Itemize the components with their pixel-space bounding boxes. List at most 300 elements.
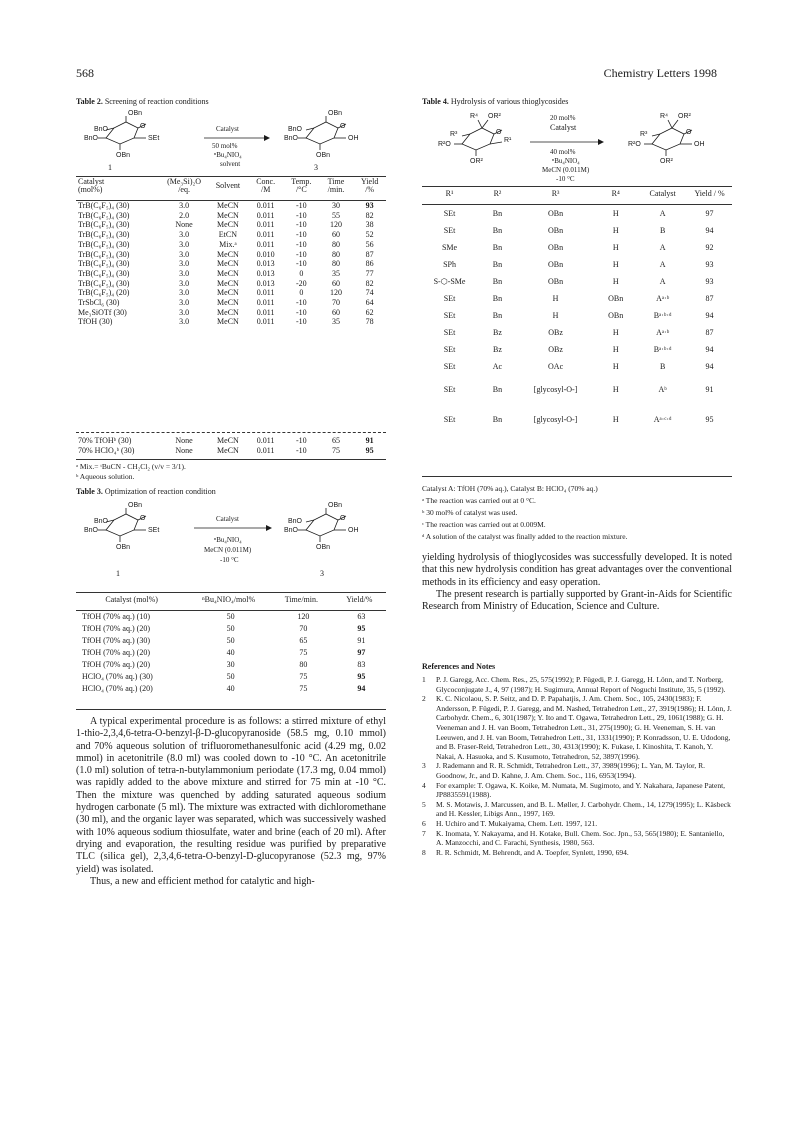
conc-cell: 0.011 <box>256 298 275 308</box>
table2-row <box>76 240 386 250</box>
conc-cell: 0.011 <box>256 230 275 240</box>
catalyst-cell: TfOH (70% aq.) (30) <box>82 636 150 645</box>
table4-row <box>422 375 732 405</box>
references-list <box>422 675 732 857</box>
t4-prod-label-r3: R³ <box>640 131 648 138</box>
t4-h-r1: R¹ <box>445 189 454 198</box>
equiv-cell: 2.0 <box>179 210 190 220</box>
yield-cell: 87 <box>365 249 374 259</box>
t3-prod-label-oh: OH <box>348 527 359 534</box>
yield-cell: 97 <box>357 648 366 657</box>
t2-compound-1: 1 <box>108 163 112 172</box>
temp-cell: 0 <box>299 288 304 298</box>
table2-reaction-scheme <box>76 108 386 174</box>
reference-text: For example: T. Ogawa, K. Koike, M. Numata, M. Sugimoto, and Y. Nakahara, Japanese Patent, JP8835591(1988). <box>436 780 726 800</box>
periodate-cell: 50 <box>226 672 235 681</box>
time-cell: 75 <box>299 648 308 657</box>
table4-caption-label: Table 4. <box>422 97 449 106</box>
t2-sm-label-o: O <box>140 123 146 130</box>
reference-number: 2 <box>422 694 426 704</box>
yield-cell: 64 <box>365 298 374 308</box>
catalyst-cell: B <box>659 361 666 371</box>
r4-cell: H <box>612 385 619 394</box>
reference-number: 1 <box>422 675 426 684</box>
r3-cell: OBn <box>548 242 564 252</box>
r1-cell: SEt <box>443 225 456 235</box>
table2-row <box>76 220 386 230</box>
references-heading: References and Notes <box>422 662 496 671</box>
table4-footnote-a: ᵃ The reaction was carried out at 0 °C. <box>422 496 536 505</box>
solvent-cell: MeCN <box>217 201 239 210</box>
t2-h-yield: Yield /% <box>360 177 379 194</box>
reference-number: 4 <box>422 780 426 790</box>
catalyst-cell: TrB(C₆F₅)₄ (30) <box>78 268 130 278</box>
t2-reagent-b1: ⁿBu₄NIO₄ <box>214 151 242 159</box>
t4-h-r3: R³ <box>551 189 560 198</box>
solvent-cell: MeCN <box>217 445 239 455</box>
conc-cell: 0.011 <box>256 445 275 455</box>
yield-cell: 95 <box>705 415 714 424</box>
reference-text: K. C. Nicolaou, S. P. Seitz, and D. P. Papahatjis, J. Am. Chem. Soc., 105, 2430(1983); F. Andersson, P. Fügedi, P. J. Garegg, and M. Nashed, Tetrahedron Lett., 27, 3919(1986); H. Lönn, J. Carbohydr. Chem., 6, 301(1987); Y. Ito and T. Ogawa, Tetrahedron Lett., 29, 1061(1988); G. H. Veeneman and J. H. van Boom, Tetrahedron Lett., 31, 275(1990); G. H. Veeneman, S. H. van Leeuwen, and J. H. van Boom, Tetrahedron Lett., 31, 1331(1990); P. Konradsson, U. E. Udodong, and B. Fraser-Reid, Tetrahedron Lett., 30, 4313(1990); K. Fukase, I. Kinoshita, T. Kanoh, Y. Nakai, A. Hasuoka, and S. Kusumoto, Tetrahedron, 52, 3897(1996). <box>436 694 732 761</box>
table4-footnote-d: ᵈ A solution of the catalyst was finally added to the reaction mixture. <box>422 532 628 541</box>
t4-prod-label-oh: OH <box>694 141 705 148</box>
r2-cell: Bn <box>492 310 503 320</box>
table3-row <box>76 671 386 683</box>
table2-row-aqueous <box>76 446 386 456</box>
r4-cell: H <box>612 208 619 218</box>
solvent-cell: MeCN <box>217 268 239 278</box>
t3-reagent-b0: ⁿBu₄NIO₄ <box>214 536 242 544</box>
catalyst-cell: TrB(C₆F₅)₄ (30) <box>78 259 130 269</box>
conc-cell: 0.013 <box>256 259 275 269</box>
yield-cell: 95 <box>365 445 374 455</box>
yield-cell: 94 <box>705 344 714 354</box>
body-left-para2: Thus, a new and efficient method for catalytic and high- <box>90 875 315 887</box>
table3-top-rule <box>76 592 386 593</box>
r3-cell: OBn <box>548 276 564 286</box>
t3-sm-label-bno2: BnO <box>84 527 99 534</box>
catalyst-cell: Bᵃ·ᵇ·ᵈ <box>653 344 672 354</box>
yield-cell: 93 <box>705 259 714 269</box>
catalyst-cell: TfOH (70% aq.) (20) <box>82 660 150 669</box>
yield-cell: 74 <box>365 288 374 298</box>
r3-cell: [glycosyl-O-] <box>533 385 578 394</box>
t3-h-time: Time/min. <box>284 595 318 604</box>
body-right-para1: yielding hydrolysis of thioglycosides was successfully developed. It is noted that this new hydrolysis condition has great advantages over the conventional methods in its efficiency and easy operation. <box>422 552 732 588</box>
equiv-cell: 3.0 <box>179 259 190 269</box>
catalyst-cell: Aᵃ·ᵇ <box>656 327 670 337</box>
periodate-cell: 50 <box>226 624 235 633</box>
yield-cell: 63 <box>357 612 366 621</box>
table2-aqueous <box>76 436 386 455</box>
t4-reagent-b0: 40 mol% <box>550 148 576 156</box>
table3-bottom-rule <box>76 709 386 710</box>
page-number: 568 <box>76 66 94 80</box>
table4-bottom-rule <box>422 476 732 477</box>
time-cell: 65 <box>331 436 340 445</box>
time-cell: 65 <box>299 636 308 645</box>
t2-prod-label-bno1: BnO <box>288 126 303 133</box>
table2-row <box>76 250 386 260</box>
time-cell: 75 <box>331 445 340 455</box>
t2-prod-label-obn-bottom: OBn <box>316 152 331 159</box>
temp-cell: -10 <box>295 317 307 327</box>
table3-row <box>76 659 386 671</box>
r3-cell: H <box>552 293 559 303</box>
t3-h-periodate: ⁿBu₄NIO₄/mol% <box>202 595 256 604</box>
t3-sm-label-o: O <box>140 515 146 522</box>
conc-cell: 0.013 <box>256 268 275 278</box>
t2-prod-label-oh: OH <box>348 135 359 142</box>
table2-footnote-b: ᵇ Aqueous solution. <box>76 472 135 481</box>
equiv-cell: 3.0 <box>179 249 190 259</box>
equiv-cell: 3.0 <box>179 307 190 317</box>
table3-row <box>76 647 386 659</box>
temp-cell: -10 <box>295 201 307 210</box>
r1-cell: SEt <box>443 293 456 303</box>
t4-reagent-b1: ⁿBu₄NIO₄ <box>552 157 580 165</box>
temp-cell: -10 <box>295 210 307 220</box>
time-cell: 80 <box>331 249 340 259</box>
reference-text: M. S. Motawis, J. Marcussen, and B. L. Møller, J. Carbohydr. Chem., 14, 1279(1995); L. Käsbeck and H. Kessler, Libigs Ann., 1997, 169. <box>436 799 731 819</box>
t4-sm-label-r2o: R²O <box>438 141 451 148</box>
yield-cell: 95 <box>357 624 366 633</box>
table4-row <box>422 324 732 341</box>
catalyst-cell: TfOH (70% aq.) (20) <box>82 648 150 657</box>
reference-text: P. J. Garegg, Acc. Chem. Res., 25, 575(1992); P. Fügedi, P. J. Garegg, H. Lönn, and T. Norberg, Glycoconjugate J., 4, 97 (1987); H. Sugimura, Annual Report of Noguchi Institute, 35, 5 (1992). <box>436 675 726 694</box>
reference-item <box>422 819 732 829</box>
t3-prod-label-bno2: BnO <box>284 527 299 534</box>
reference-item <box>422 675 732 694</box>
time-cell: 120 <box>297 612 310 621</box>
t4-sm-label-r1: R¹ <box>504 137 512 144</box>
r1-cell: SPh <box>443 259 456 269</box>
table4-top-rule <box>422 186 732 187</box>
r2-cell: Bn <box>492 276 503 286</box>
table4-footnote-catalyst: Catalyst A: TfOH (70% aq.), Catalyst B: HClO₄ (70% aq.) <box>422 484 598 493</box>
t3-reagent-b2: -10 °C <box>220 556 239 564</box>
conc-cell: 0.011 <box>256 220 275 230</box>
time-cell: 75 <box>299 684 308 693</box>
reference-number: 6 <box>422 818 426 828</box>
yield-cell: 38 <box>365 220 374 230</box>
time-cell: 60 <box>331 307 340 317</box>
equiv-cell: 3.0 <box>179 239 190 249</box>
r2-cell: Bn <box>492 415 503 424</box>
t4-prod-label-or2-bottom: OR² <box>660 158 673 165</box>
table3-reaction-scheme <box>76 500 386 578</box>
t3-sm-label-bno1: BnO <box>94 518 109 525</box>
catalyst-cell: TfOH (70% aq.) (10) <box>82 612 150 621</box>
table2-caption-text: Screening of reaction conditions <box>104 97 209 106</box>
r4-cell: H <box>612 225 619 235</box>
table3-row <box>76 635 386 647</box>
solvent-cell: EtCN <box>218 230 238 240</box>
r2-cell: Bn <box>492 385 503 394</box>
r1-cell: SEt <box>443 415 456 424</box>
t4-reagent-b2: MeCN (0.011M) <box>542 166 590 174</box>
r3-cell: OBn <box>548 208 564 218</box>
t2-sm-label-obn-top: OBn <box>128 110 143 117</box>
t3-prod-label-obn-top: OBn <box>328 502 343 509</box>
table2 <box>76 178 386 327</box>
table4-row <box>422 239 732 256</box>
table2-row <box>76 269 386 279</box>
t3-h-catalyst: Catalyst (mol%) <box>105 595 158 604</box>
t2-reagent-b0: 50 mol% <box>212 142 238 150</box>
reference-text: R. R. Schmidt, M. Behrendt, and A. Toepfer, Synlett, 1990, 694. <box>436 847 629 857</box>
catalyst-cell: A <box>659 242 666 252</box>
table4-caption-text: Hydrolysis of various thioglycosides <box>450 97 569 106</box>
yield-cell: 87 <box>705 293 714 303</box>
r2-cell: Bn <box>492 242 503 252</box>
r1-cell: SEt <box>443 327 456 337</box>
t2-sm-label-set: SEt <box>148 135 160 142</box>
t4-sm-label-o: O <box>496 129 502 136</box>
t4-prod-label-or2-top: OR² <box>678 113 691 120</box>
yield-cell: 94 <box>705 361 714 371</box>
conc-cell: 0.011 <box>256 210 275 220</box>
reference-text: H. Uchiro and T. Mukaiyama, Chem. Lett. 1997, 121. <box>436 818 598 828</box>
r1-cell: SEt <box>443 310 456 320</box>
solvent-cell: MeCN <box>217 288 239 298</box>
time-cell: 60 <box>331 278 340 288</box>
time-cell: 55 <box>331 210 340 220</box>
r3-cell: OBn <box>548 259 564 269</box>
r3-cell: OBz <box>548 344 563 354</box>
journal-title: Chemistry Letters 1998 <box>603 66 717 80</box>
table3-row <box>76 611 386 624</box>
periodate-cell: 50 <box>226 612 235 621</box>
conc-cell: 0.011 <box>256 436 275 445</box>
yield-cell: 94 <box>705 225 714 235</box>
equiv-cell: None <box>175 445 193 455</box>
r2-cell: Bn <box>492 225 503 235</box>
table4-reaction-scheme <box>422 108 732 184</box>
r2-cell: Ac <box>492 361 503 371</box>
yield-cell: 86 <box>365 259 374 269</box>
r2-cell: Bn <box>492 208 503 218</box>
table4-row <box>422 273 732 290</box>
t4-prod-label-o: O <box>686 129 692 136</box>
catalyst-cell: A <box>659 259 666 269</box>
catalyst-cell: TrB(C₆F₅)₄ (30) <box>78 239 130 249</box>
reference-text: J. Rademann and R. R. Schmidt, Tetrahedron Lett., 37, 3989(1996); L. Yan, M. Taylor, R. Goodnow, Jr., and D. Kahne, J. Am. Chem. Soc., 116, 6953(1994). <box>436 761 705 780</box>
yield-cell: 97 <box>705 208 714 218</box>
solvent-cell: MeCN <box>217 317 239 327</box>
reference-item <box>422 761 732 780</box>
time-cell: 60 <box>331 230 340 240</box>
table2-row <box>76 211 386 221</box>
t3-prod-label-obn-bottom: OBn <box>316 544 331 551</box>
t2-h-solvent: Solvent <box>215 181 241 190</box>
r3-cell: [glycosyl-O-] <box>533 415 578 424</box>
equiv-cell: None <box>175 436 193 445</box>
yield-cell: 91 <box>705 385 714 394</box>
time-cell: 35 <box>331 317 340 327</box>
catalyst-cell: TfOH (70% aq.) (20) <box>82 624 150 633</box>
conc-cell: 0.011 <box>256 201 275 210</box>
temp-cell: -10 <box>295 239 307 249</box>
time-cell: 35 <box>331 268 340 278</box>
r2-cell: Bz <box>493 344 502 354</box>
periodate-cell: 40 <box>226 684 235 693</box>
r1-cell: SMe <box>441 242 458 252</box>
solvent-cell: MeCN <box>217 307 239 317</box>
r3-cell: OBz <box>548 327 563 337</box>
t2-compound-3: 3 <box>314 163 318 172</box>
table4-row <box>422 358 732 375</box>
table3 <box>76 596 386 695</box>
temp-cell: -10 <box>295 220 307 230</box>
conc-cell: 0.011 <box>256 239 275 249</box>
catalyst-cell: TrB(C₆F₅)₄ (30) <box>78 278 130 288</box>
r1-cell: SEt <box>443 361 456 371</box>
time-cell: 120 <box>329 288 342 298</box>
catalyst-cell: Aᵃ·ᶜ·ᵈ <box>653 415 672 424</box>
table2-row <box>76 308 386 318</box>
r4-cell: H <box>612 259 619 269</box>
t2-h-temp: Temp. /°C <box>291 177 312 194</box>
yield-cell: 92 <box>705 242 714 252</box>
reference-item <box>422 829 732 848</box>
r1-cell: SEt <box>443 208 456 218</box>
table4-row <box>422 290 732 307</box>
catalyst-cell: HClO₄ (70% aq.) (20) <box>82 684 153 693</box>
time-cell: 80 <box>299 660 308 669</box>
solvent-cell: MeCN <box>217 278 239 288</box>
solvent-cell: MeCN <box>217 436 239 445</box>
table4-row <box>422 307 732 324</box>
yield-cell: 62 <box>365 307 374 317</box>
t3-h-yield: Yield/% <box>346 595 373 604</box>
yield-cell: 82 <box>365 278 374 288</box>
table3-row <box>76 683 386 695</box>
table2-row <box>76 317 386 327</box>
reference-item <box>422 800 732 819</box>
catalyst-cell: 70% TfOHᵇ (30) <box>78 436 132 445</box>
reference-number: 8 <box>422 847 426 857</box>
r3-cell: OAc <box>548 361 564 371</box>
r3-cell: OBn <box>548 225 564 235</box>
conc-cell: 0.011 <box>256 317 275 327</box>
r2-cell: Bz <box>493 327 502 337</box>
table2-row <box>76 298 386 308</box>
t2-reagent-top: Catalyst <box>216 125 239 133</box>
t4-sm-label-or2-bottom: OR² <box>470 158 483 165</box>
table3-row <box>76 623 386 635</box>
temp-cell: -10 <box>295 445 307 455</box>
r4-cell: H <box>612 242 619 252</box>
t4-h-r2: R² <box>493 189 502 198</box>
t4-h-r4: R⁴ <box>611 189 620 198</box>
yield-cell: 77 <box>365 268 374 278</box>
body-left <box>76 716 386 888</box>
temp-cell: -10 <box>295 249 307 259</box>
yield-cell: 95 <box>357 672 366 681</box>
table3-caption-label: Table 3. <box>76 487 103 496</box>
equiv-cell: 3.0 <box>179 230 190 240</box>
table2-caption-label: Table 2. <box>76 97 103 106</box>
periodate-cell: 30 <box>226 660 235 669</box>
solvent-cell: MeCN <box>217 249 239 259</box>
yield-cell: 83 <box>357 660 366 669</box>
temp-cell: -10 <box>295 307 307 317</box>
reference-number: 7 <box>422 828 426 838</box>
t3-compound-1: 1 <box>116 569 120 578</box>
periodate-cell: 50 <box>226 636 235 645</box>
t2-prod-label-bno2: BnO <box>284 135 299 142</box>
yield-cell: 91 <box>365 436 374 445</box>
body-right <box>422 552 732 613</box>
r4-cell: OBn <box>608 293 624 303</box>
table4-row <box>422 341 732 358</box>
t4-h-yield: Yield / % <box>694 189 725 198</box>
t3-prod-label-o: O <box>340 515 346 522</box>
solvent-cell: MeCN <box>217 259 239 269</box>
t4-prod-label-r4: R⁴ <box>660 113 669 120</box>
t4-reagent-t0: 20 mol% <box>550 114 576 122</box>
t3-compound-3: 3 <box>320 569 324 578</box>
table4-footnote-c: ᶜ The reaction was carried out at 0.009M. <box>422 520 546 529</box>
equiv-cell: None <box>175 220 193 230</box>
table2-row <box>76 288 386 298</box>
r4-cell: H <box>612 415 619 424</box>
r1-cell: SEt <box>443 385 456 394</box>
table4-row <box>422 256 732 273</box>
table3-header-row <box>76 596 386 604</box>
t2-h-time: Time /min. <box>327 177 345 194</box>
equiv-cell: 3.0 <box>179 298 190 308</box>
t2-sm-label-obn-bottom: OBn <box>116 152 131 159</box>
yield-cell: 91 <box>357 636 366 645</box>
solvent-cell: Mix.ᵃ <box>219 239 237 249</box>
catalyst-cell: 70% HClO₄ᵇ (30) <box>78 445 135 455</box>
t2-h-me3si2o: (Me₃Si)₂O /eq. <box>167 177 202 194</box>
t2-prod-label-obn-top: OBn <box>328 110 343 117</box>
conc-cell: 0.010 <box>256 249 275 259</box>
body-left-para1: A typical experimental procedure is as follows: a stirred mixture of ethyl 1-thio-2,3,4,6-tetra-O-benzyl-β-D-glucopyranoside (58.5 mg, 0.10 mmol) and 70% aqueous solution of trifluoromethanesulfonic acid (4.29 mg, 0.02 mmol) in acetonitrile (8.0 ml) was cooled down to -10 °C. An acetonitrile (1.0 ml) solution of tetra-n-butylammonium periodate (17.3 mg, 0.04 mmol) was rapidly added to the above mixture and stirred for 75 min at -10 °C. Then the mixture was quenched by adding saturated aqueous sodium hydrogen carbonate (5 ml). The mixture was extracted with dichloromethane (30 ml), and the organic layer was separated, which was successively washed with 10% aqueous sodium thiosulfate, water and brine (each of 20 ml). After drying and evaporation, the resulting residue was purified by preparative TLC (silica gel), 2,3,4,6-tetra-O-benzyl-D-glucopyranose (52.3 mg, 97% yield) was isolated. <box>76 716 386 875</box>
catalyst-cell: Bᵃ·ᵇ·ᵈ <box>653 310 672 320</box>
t4-sm-label-r4: R⁴ <box>470 113 479 120</box>
t3-reagent-top: Catalyst <box>216 515 239 523</box>
t2-h-conc: Conc. /M <box>256 177 276 194</box>
r4-cell: H <box>612 344 619 354</box>
t2-reagent-b2: solvent <box>220 160 241 168</box>
temp-cell: -10 <box>295 436 307 445</box>
t2-h-catalyst: Catalyst (mol%) <box>78 177 105 194</box>
r4-cell: H <box>612 361 619 371</box>
table2-bottom-rule <box>76 459 386 460</box>
time-cell: 80 <box>331 239 340 249</box>
table4 <box>422 190 732 435</box>
t4-sm-label-r3: R³ <box>450 131 458 138</box>
conc-cell: 0.011 <box>256 288 275 298</box>
conc-cell: 0.011 <box>256 307 275 317</box>
time-cell: 70 <box>299 624 308 633</box>
table2-row <box>76 259 386 269</box>
t4-reagent-b3: -10 °C <box>556 175 575 183</box>
t3-sm-label-set: SEt <box>148 527 160 534</box>
yield-cell: 82 <box>365 210 374 220</box>
reference-item <box>422 848 732 858</box>
temp-cell: -10 <box>295 298 307 308</box>
yield-cell: 87 <box>705 327 714 337</box>
yield-cell: 94 <box>705 310 714 320</box>
table2-header-row <box>76 178 386 194</box>
t3-sm-label-obn-bottom: OBn <box>116 544 131 551</box>
yield-cell: 52 <box>365 230 374 240</box>
